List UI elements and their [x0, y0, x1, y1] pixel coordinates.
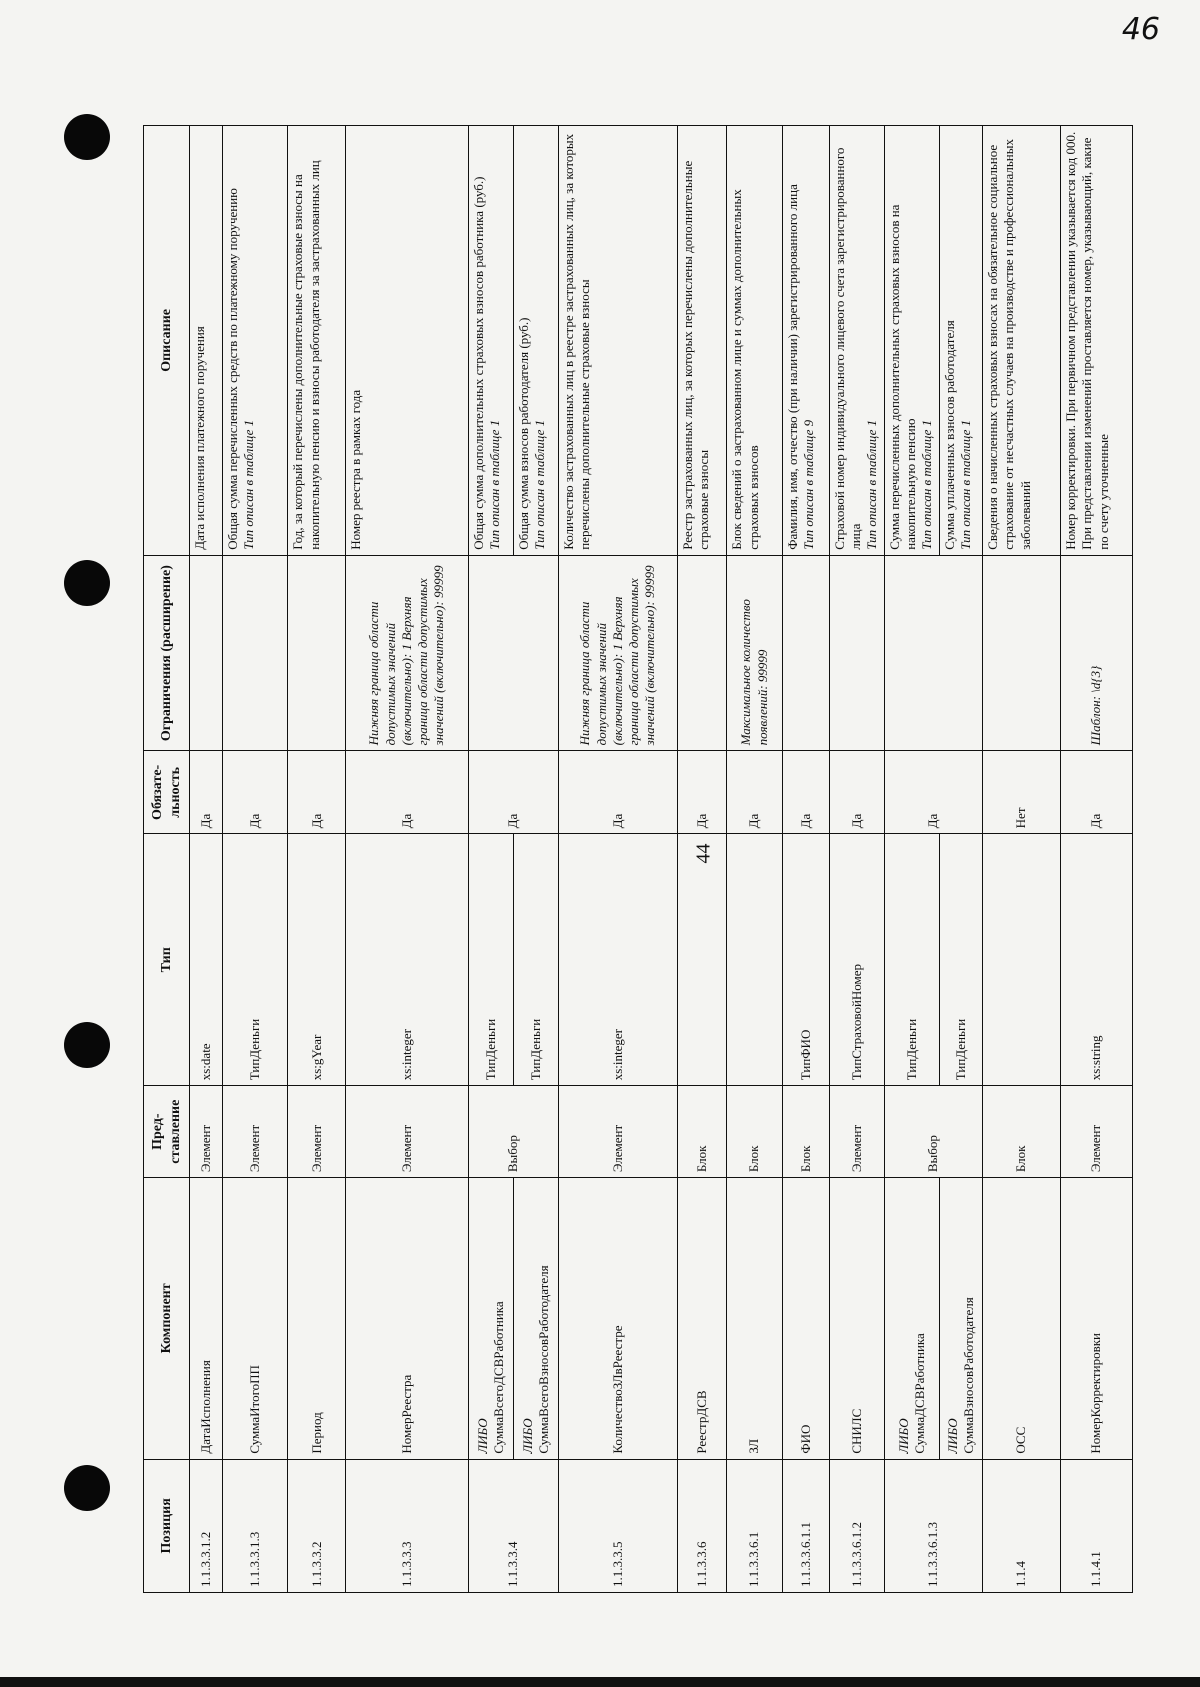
representation-cell: Элемент [559, 1086, 678, 1178]
table-row [288, 126, 345, 1593]
position-cell: 1.1.4 [983, 1459, 1061, 1592]
component-cell: КоличествоЗЛвРеестре [559, 1178, 678, 1460]
limits-cell [983, 555, 1061, 751]
header-limits: Ограничения (расширение) [144, 555, 190, 751]
description-cell [514, 126, 559, 556]
position-cell: 1.1.3.3.6.1 [727, 1459, 782, 1592]
description-cell [345, 126, 468, 556]
component-cell [468, 1178, 513, 1460]
representation-cell: Блок [983, 1086, 1061, 1178]
representation-cell: Элемент [222, 1086, 288, 1178]
header-position: Позиция [144, 1459, 190, 1592]
description-cell [559, 126, 678, 556]
position-cell: 1.1.3.3.4 [468, 1459, 558, 1592]
table-row [782, 126, 829, 1593]
mandatory-cell: Да [1061, 751, 1133, 834]
limits-cell [468, 555, 558, 751]
punch-hole [64, 1022, 110, 1068]
description-text: Общая сумма взносов работодателя (руб.) [516, 317, 532, 550]
representation-cell: Блок [678, 1086, 727, 1178]
component-cell: ЗЛ [727, 1178, 782, 1460]
limits-cell [884, 555, 982, 751]
component-name: СуммаВсегоВзносовРаботодателя [536, 1265, 552, 1454]
table-row [940, 126, 983, 1593]
representation-cell: Блок [782, 1086, 829, 1178]
mandatory-cell: Да [727, 751, 782, 834]
mandatory-cell: Нет [983, 751, 1061, 834]
table-row [1061, 126, 1133, 1593]
table-row [468, 126, 513, 1593]
type-cell: xs:gYear [288, 834, 345, 1086]
description-note: Тип описан в таблице 1 [487, 419, 503, 550]
component-cell [514, 1178, 559, 1460]
type-cell: xs:date [190, 834, 223, 1086]
limits-cell [678, 555, 727, 751]
mandatory-cell: Да [678, 751, 727, 834]
limits-cell [288, 555, 345, 751]
component-name: СуммаВсегоДСВРаботника [490, 1301, 506, 1454]
type-cell: ТипДеньги [884, 834, 939, 1086]
description-text: Страховой номер индивидуального лицевого счета зарегистрированного лица [831, 147, 864, 550]
position-cell: 1.1.3.3.3 [345, 1459, 468, 1592]
description-text: Год, за который перечислены дополнительные страховые взносы на накопительную пенсию и взносы работодателя за застрахованных лиц [290, 160, 322, 550]
component-cell: ДатаИсполнения [190, 1178, 223, 1460]
position-cell: 1.1.3.3.6.1.2 [829, 1459, 884, 1592]
type-cell: ТипДеньги [222, 834, 288, 1086]
component-cell: СуммаИтогоПП [222, 1178, 288, 1460]
description-cell [940, 126, 983, 556]
component-cell: ФИО [782, 1178, 829, 1460]
description-text: Дата исполнения платежного поручения [192, 326, 207, 550]
type-cell: ТипДеньги [940, 834, 983, 1086]
header-mandatory: Обязате-льность [144, 751, 190, 834]
representation-cell: Элемент [288, 1086, 345, 1178]
limits-cell: Нижняя граница области допустимых значений (включительно): 1 Верхняя граница области допустимых значений (включительно): 99999 [345, 555, 468, 751]
limits-cell [222, 555, 288, 751]
mandatory-cell: Да [190, 751, 223, 834]
description-text: Реестр застрахованных лиц, за которых перечислены дополнительные страховые взносы [680, 160, 712, 550]
mandatory-cell: Да [782, 751, 829, 834]
schema-table [143, 125, 1133, 1593]
limits-cell: Максимальное количество появлений: 99999 [727, 555, 782, 751]
component-cell [884, 1178, 939, 1460]
description-text: Номер реестра в рамках года [347, 389, 363, 550]
component-cell [940, 1178, 983, 1460]
limits-cell: Нижняя граница области допустимых значений (включительно): 1 Верхняя граница области допустимых значений (включительно): 99999 [559, 555, 678, 751]
type-cell [678, 834, 727, 1086]
mandatory-cell: Да [559, 751, 678, 834]
description-text: Сумма перечисленных дополнительных страховых взносов на накопительную пенсию [886, 204, 919, 550]
table-header-row [144, 126, 190, 1593]
table-row [678, 126, 727, 1593]
description-cell [222, 126, 288, 556]
scan-edge [0, 1677, 1200, 1687]
table-row [829, 126, 884, 1593]
description-note: Тип описан в таблице 1 [532, 419, 548, 550]
description-note: Тип описан в таблице 1 [919, 419, 935, 550]
description-note: Тип описан в таблице 1 [241, 419, 257, 550]
description-cell [782, 126, 829, 556]
description-note: Тип описан в таблице 9 [800, 419, 816, 550]
table-row [983, 126, 1061, 1593]
position-cell: 1.1.3.3.1.3 [222, 1459, 288, 1592]
description-cell [1061, 126, 1133, 556]
type-cell [727, 834, 782, 1086]
mandatory-cell: Да [345, 751, 468, 834]
punch-hole [64, 1465, 110, 1511]
type-cell: ТипДеньги [468, 834, 513, 1086]
page-number: 44 [692, 843, 715, 864]
description-cell [727, 126, 782, 556]
mandatory-cell: Да [288, 751, 345, 834]
description-cell [983, 126, 1061, 556]
representation-cell: Элемент [1061, 1086, 1133, 1178]
component-name: СуммаДСВРаботника [912, 1333, 928, 1454]
type-cell: ТипСтраховойНомер [829, 834, 884, 1086]
table-row [222, 126, 288, 1593]
component-cell: Период [288, 1178, 345, 1460]
representation-cell: Элемент [345, 1086, 468, 1178]
handwritten-page-number: 46 [1121, 12, 1160, 47]
description-text: Сведения о начисленных страховых взносах на обязательное социальное страхование от несчастных случаев на производстве и профессиональных заболеваний [985, 139, 1033, 550]
type-cell: ТипФИО [782, 834, 829, 1086]
representation-cell: Элемент [829, 1086, 884, 1178]
description-cell [884, 126, 939, 556]
punch-hole [64, 114, 110, 160]
mandatory-cell: Да [468, 751, 558, 834]
punch-hole [64, 560, 110, 606]
description-text: Общая сумма дополнительных страховых взносов работника (руб.) [470, 176, 486, 550]
header-type: Тип [144, 834, 190, 1086]
component-cell: РеестрДСВ [678, 1178, 727, 1460]
mandatory-cell: Да [829, 751, 884, 834]
component-cell: НомерРеестра [345, 1178, 468, 1460]
type-cell [983, 834, 1061, 1086]
choice-prefix: ЛИБО [519, 1418, 535, 1454]
limits-cell [782, 555, 829, 751]
limits-cell: Шаблон: \d{3} [1061, 555, 1133, 751]
description-cell [829, 126, 884, 556]
position-cell: 1.1.3.3.2 [288, 1459, 345, 1592]
type-cell: ТипДеньги [514, 834, 559, 1086]
choice-prefix: ЛИБО [895, 1418, 911, 1454]
table-row [345, 126, 468, 1593]
component-name: СуммаВзносовРаботодателя [961, 1297, 977, 1454]
position-cell: 1.1.3.3.6.1.1 [782, 1459, 829, 1592]
choice-prefix: ЛИБО [944, 1418, 960, 1454]
description-text: Номер корректировки. При первичном представлении указывается код 000. При представлении изменений проставляется номер, указывающий, какие по счету уточненные [1063, 131, 1111, 550]
rotated-table-wrapper [143, 125, 1133, 1593]
description-text: Блок сведений о застрахованном лице и суммах дополнительных страховых взносов [729, 189, 761, 550]
table-row [190, 126, 223, 1593]
position-cell: 1.1.4.1 [1061, 1459, 1133, 1592]
description-cell [678, 126, 727, 556]
header-representation: Пред-ставление [144, 1086, 190, 1178]
component-cell: ОСС [983, 1178, 1061, 1460]
description-cell [288, 126, 345, 556]
description-note: Тип описан в таблице 1 [958, 419, 974, 550]
mandatory-cell: Да [222, 751, 288, 834]
type-cell: xs:integer [345, 834, 468, 1086]
description-cell [190, 126, 223, 556]
header-description: Описание [144, 126, 190, 556]
representation-cell: Блок [727, 1086, 782, 1178]
description-text: Количество застрахованных лиц в реестре застрахованных лиц, за которых перечислены дополнительные страховые взносы [561, 133, 593, 550]
limits-cell [190, 555, 223, 751]
component-cell: СНИЛС [829, 1178, 884, 1460]
mandatory-cell: Да [884, 751, 982, 834]
header-component: Компонент [144, 1178, 190, 1460]
description-text: Фамилия, имя, отчество (при наличии) зарегистрированного лица [784, 184, 800, 550]
table-row [727, 126, 782, 1593]
position-cell: 1.1.3.3.1.2 [190, 1459, 223, 1592]
table-row [884, 126, 939, 1593]
representation-cell: Элемент [190, 1086, 223, 1178]
position-cell: 1.1.3.3.5 [559, 1459, 678, 1592]
position-cell: 1.1.3.3.6 [678, 1459, 727, 1592]
choice-prefix: ЛИБО [474, 1418, 490, 1454]
description-text: Общая сумма перечисленных средств по платежному поручению [224, 188, 240, 550]
position-cell: 1.1.3.3.6.1.3 [884, 1459, 982, 1592]
type-cell: xs:integer [559, 834, 678, 1086]
description-text: Сумма уплаченных взносов работодателя [942, 320, 958, 550]
description-cell [468, 126, 513, 556]
representation-cell: Выбор [884, 1086, 982, 1178]
component-cell: НомерКорректировки [1061, 1178, 1133, 1460]
table-row [559, 126, 678, 1593]
type-cell: xs:string [1061, 834, 1133, 1086]
limits-cell [829, 555, 884, 751]
description-note: Тип описан в таблице 1 [864, 419, 880, 550]
representation-cell: Выбор [468, 1086, 558, 1178]
table-row [514, 126, 559, 1593]
